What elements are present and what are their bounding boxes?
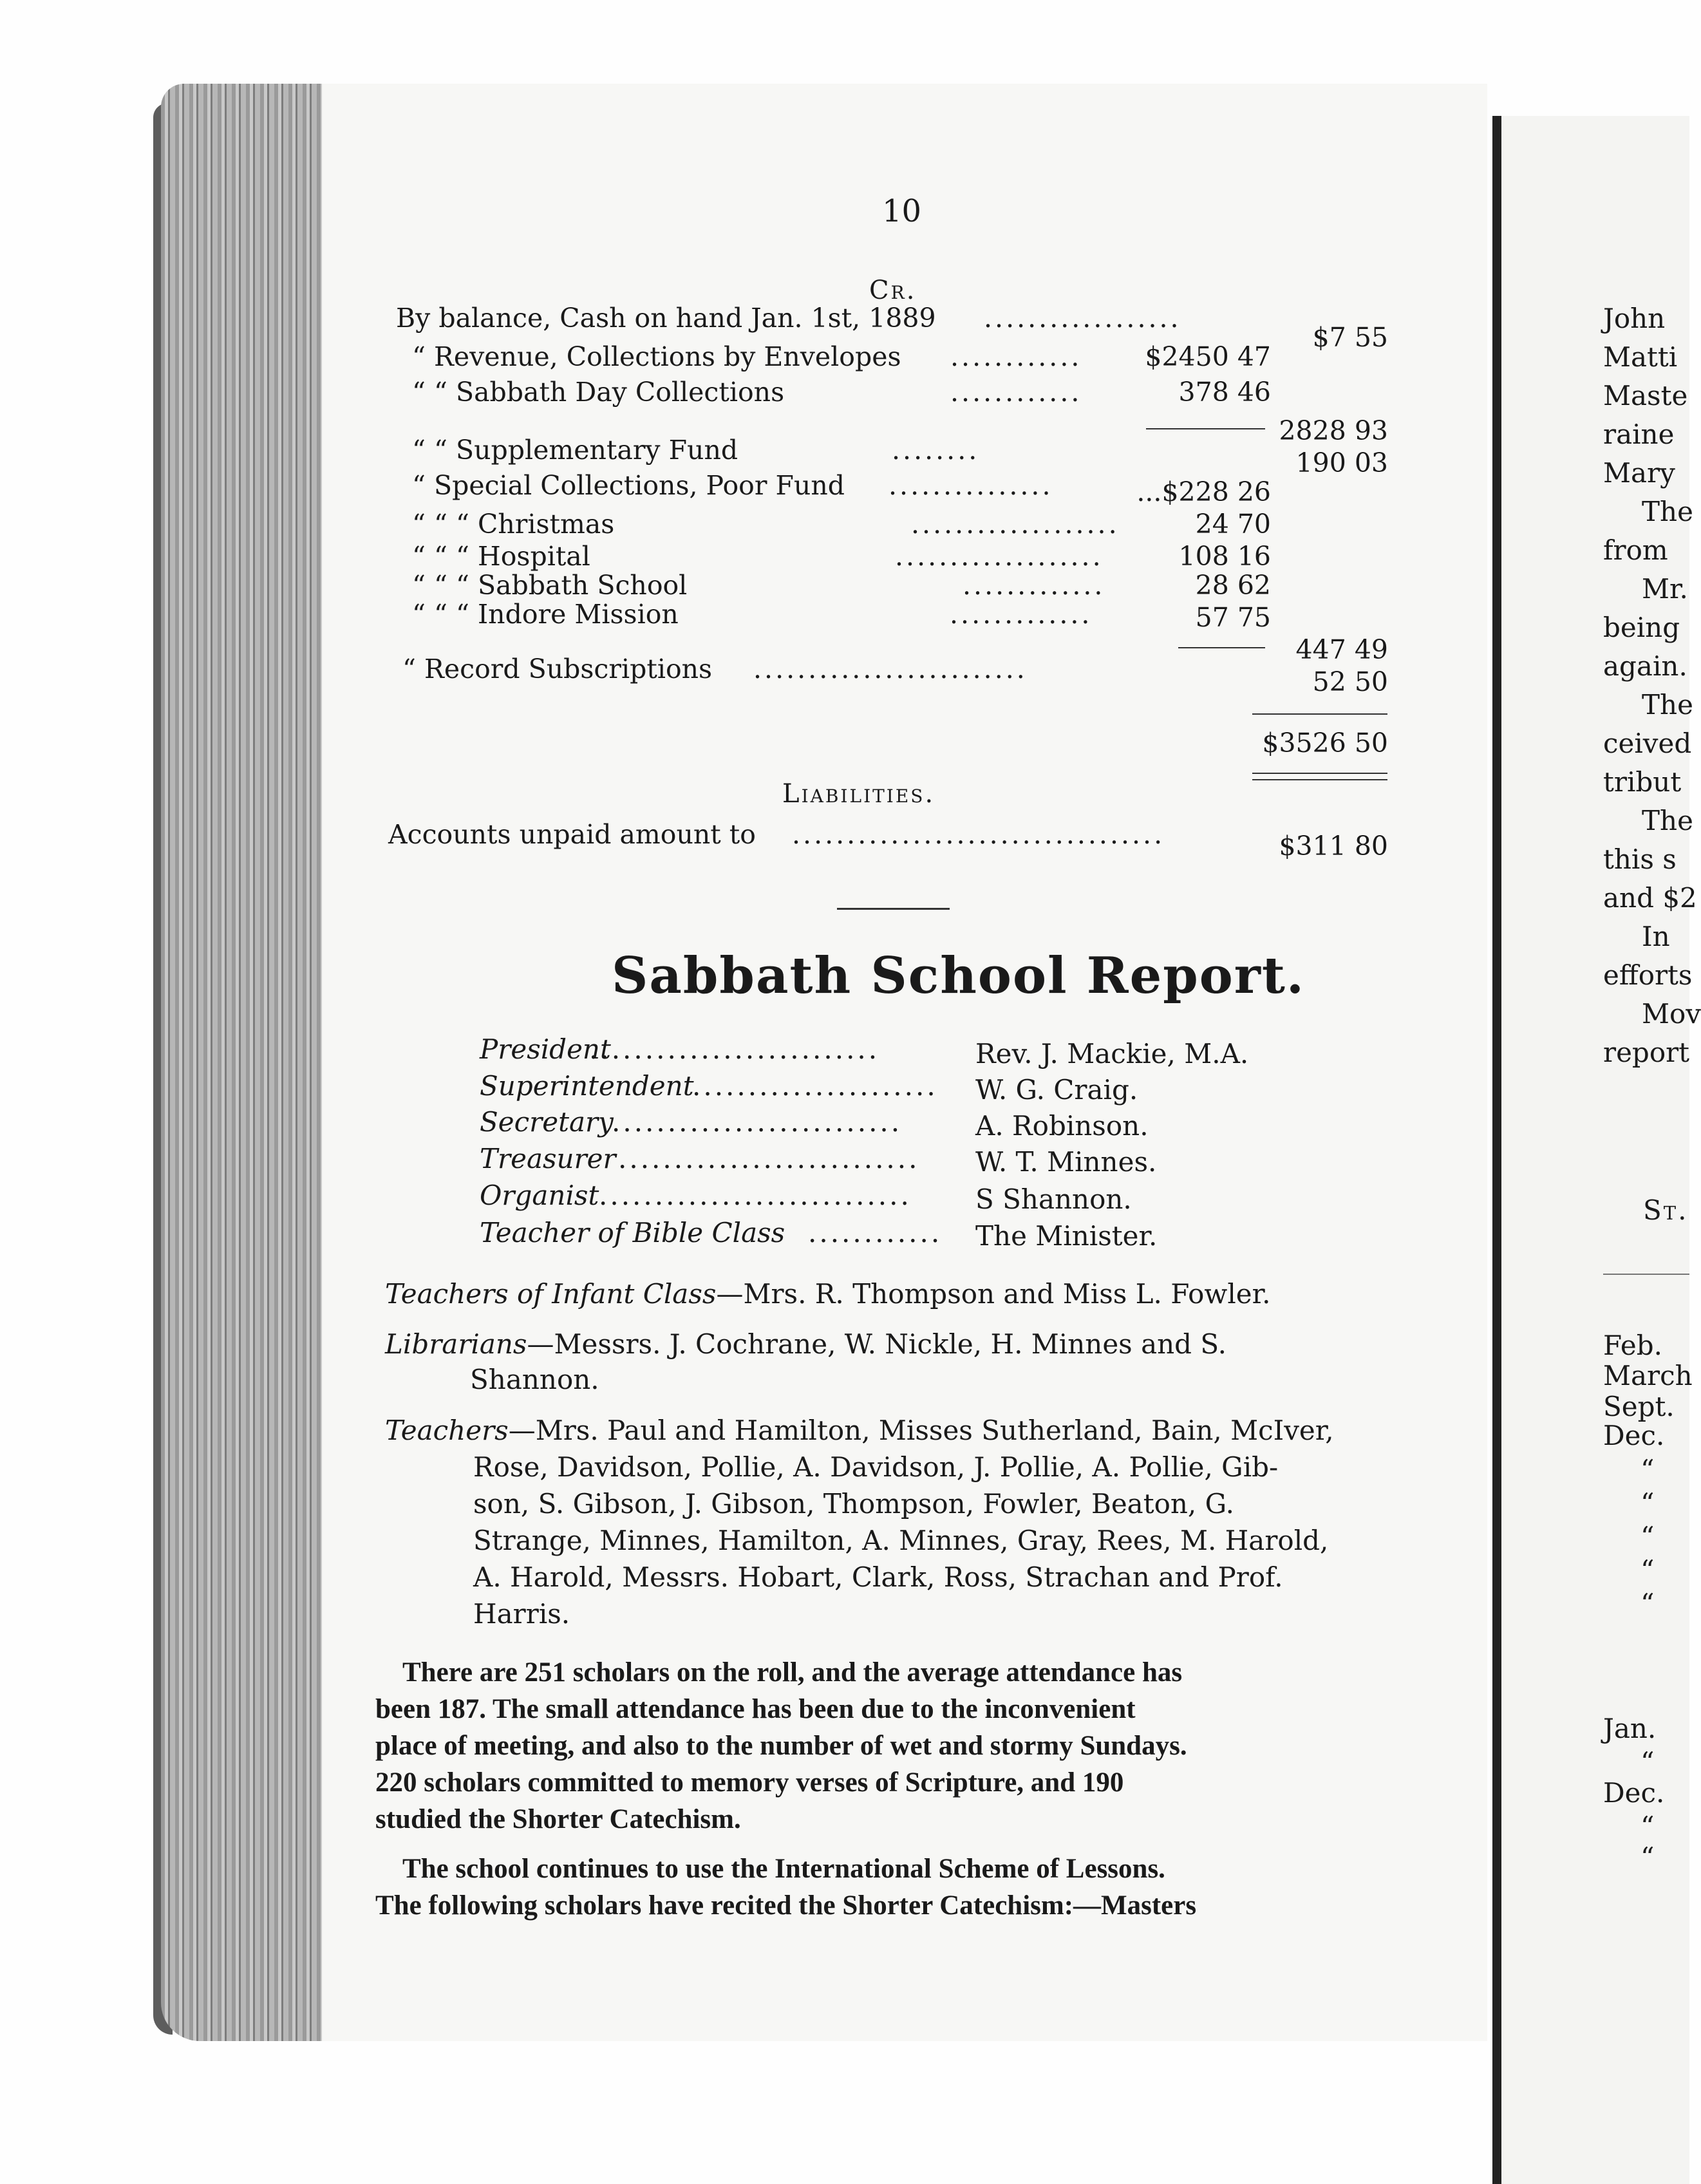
officer-dots: .......................... [612, 1106, 903, 1138]
right-page-line: “ [1640, 1487, 1655, 1519]
account-dots: ............ [950, 377, 1082, 408]
account-label: “ “ “ Sabbath School [412, 570, 688, 601]
account-dots: ............ [950, 341, 1082, 372]
account-label: “ “ “ Hospital [412, 541, 590, 572]
officer-name: W. G. Craig. [975, 1074, 1138, 1106]
account-dots: ................... [911, 509, 1120, 540]
officer-dots: ............ [808, 1217, 943, 1248]
account-col1: $2450 47 [1145, 341, 1271, 372]
right-page-line: “ [1640, 1454, 1655, 1485]
officer-role: Treasurer [480, 1143, 616, 1174]
right-page-line: raine [1603, 419, 1675, 450]
officer-dots: ............................ [599, 1180, 912, 1211]
teachers-line: son, S. Gibson, J. Gibson, Thompson, Fowler, Beaton, G. [473, 1488, 1235, 1520]
right-page-line: March [1603, 1360, 1693, 1391]
teachers-label: Teachers [385, 1415, 509, 1446]
officer-dots: .......................... [589, 1033, 880, 1065]
account-label: “ Record Subscriptions [402, 654, 713, 684]
account-dots: ............. [950, 599, 1093, 630]
right-page-line: Feb. [1603, 1330, 1662, 1361]
right-page-line: being [1603, 612, 1680, 643]
officer-name: A. Robinson. [975, 1110, 1149, 1142]
librarians-continued: Shannon. [470, 1364, 599, 1395]
paragraph-line: There are 251 scholars on the roll, and the average attendance has [402, 1657, 1183, 1688]
right-page-line: Jan. [1603, 1713, 1657, 1744]
right-page-rule [1603, 1274, 1689, 1275]
right-page-line: “ [1640, 1521, 1655, 1552]
total-double-rule [1252, 773, 1387, 774]
librarians-label: Librarians [385, 1328, 527, 1360]
account-dots: ........ [892, 435, 980, 466]
right-page-line: “ [1640, 1811, 1655, 1842]
right-page-line: again. [1603, 650, 1687, 682]
right-page-line: St. [1643, 1194, 1689, 1226]
officer-role: Superintendent [480, 1070, 694, 1102]
cr-heading: Cr. [869, 276, 917, 305]
subtotal-special: 447 49 [1295, 634, 1388, 665]
right-page-line: tribut [1603, 766, 1682, 798]
right-page-line: Mr. [1642, 573, 1688, 605]
right-page-line: The [1642, 496, 1693, 527]
teachers-line: A. Harold, Messrs. Hobart, Clark, Ross, Strachan and Prof. [473, 1561, 1283, 1593]
right-page-line: Matti [1603, 341, 1678, 373]
officer-name: W. T. Minnes. [975, 1146, 1157, 1178]
account-dots: ......................... [753, 654, 1028, 684]
account-dots: .................. [984, 303, 1181, 334]
right-page-line: efforts [1603, 959, 1693, 991]
right-page-line: “ [1640, 1746, 1655, 1778]
officer-name: Rev. J. Mackie, M.A. [975, 1038, 1249, 1069]
teachers-line: Rose, Davidson, Pollie, A. Davidson, J. Pollie, A. Pollie, Gib- [473, 1451, 1279, 1483]
sum-rule [1178, 647, 1265, 648]
officer-role: Teacher of Bible Class [480, 1217, 785, 1248]
officer-name: S Shannon. [975, 1183, 1132, 1215]
account-col1: 24 70 [1195, 509, 1271, 540]
account-label: “ “ “ Christmas [412, 509, 615, 540]
account-col1: 378 46 [1178, 377, 1271, 408]
liabilities-amount: $311 80 [1279, 831, 1388, 861]
teachers-line: Harris. [473, 1598, 570, 1630]
account-label: “ “ Sabbath Day Collections [412, 377, 785, 408]
right-page-line: The [1642, 805, 1693, 836]
paragraph-line: studied the Shorter Catechism. [375, 1804, 741, 1834]
right-page-line: Sept. [1603, 1391, 1675, 1422]
officer-dots: ...................... [692, 1070, 938, 1102]
right-page-line: In [1642, 921, 1670, 952]
account-col2: $7 55 [1312, 322, 1388, 353]
right-page-line: from [1603, 534, 1668, 566]
account-col1: ...$228 26 [1136, 476, 1271, 507]
account-label: “ “ Supplementary Fund [412, 435, 738, 466]
paragraph-line: place of meeting, and also to the number of wet and stormy Sundays. [375, 1731, 1187, 1761]
liabilities-heading: Liabilities. [782, 779, 935, 809]
account-label: By balance, Cash on hand Jan. 1st, 1889 [396, 303, 936, 334]
infant-class-text: —Mrs. R. Thompson and Miss L. Fowler. [716, 1278, 1271, 1310]
account-col1: 57 75 [1195, 602, 1271, 633]
officer-role: Secretary [480, 1106, 614, 1138]
account-col2: 52 50 [1312, 666, 1388, 697]
right-page-line: report [1603, 1037, 1690, 1068]
liabilities-line: Accounts unpaid amount to [388, 819, 756, 850]
right-page-line: Mov [1642, 998, 1701, 1030]
infant-class-line [385, 1278, 1270, 1310]
total-rule [1252, 713, 1387, 715]
right-page-line: Maste [1603, 380, 1688, 411]
paragraph-line: been 187. The small attendance has been due to the inconvenient [375, 1694, 1136, 1724]
officer-dots: ........................... [618, 1143, 920, 1174]
officer-role: President [480, 1033, 611, 1065]
teachers-line: Strange, Minnes, Hamilton, A. Minnes, Gray, Rees, M. Harold, [473, 1525, 1329, 1556]
right-page-line: “ [1640, 1588, 1655, 1619]
account-label: “ “ “ Indore Mission [412, 599, 679, 630]
book-gutter [1492, 116, 1501, 2184]
right-page-line: Mary [1603, 457, 1675, 489]
section-divider [837, 908, 950, 910]
right-page-line: and $2 [1603, 882, 1697, 914]
liabilities-dots: .................................. [792, 819, 1165, 850]
officer-role: Organist [480, 1180, 599, 1211]
teachers-text: —Mrs. Paul and Hamilton, Misses Sutherland, Bain, McIver, [508, 1415, 1334, 1446]
right-page-line: ceived [1603, 728, 1692, 759]
account-dots: ............... [888, 470, 1053, 501]
account-label: “ Revenue, Collections by Envelopes [412, 341, 901, 372]
right-page-line: Dec. [1603, 1777, 1665, 1809]
right-page-line: “ [1640, 1841, 1655, 1873]
account-col1: 28 62 [1195, 570, 1271, 601]
right-page-line: Dec. [1603, 1420, 1665, 1451]
account-dots: ............. [963, 570, 1105, 601]
account-col2: 190 03 [1295, 447, 1388, 478]
subtotal-revenue: 2828 93 [1279, 415, 1388, 446]
paragraph-line: The school continues to use the International Scheme of Lessons. [402, 1854, 1165, 1884]
right-page-line: this s [1603, 843, 1677, 875]
account-col1: 108 16 [1178, 541, 1271, 572]
right-page-line: “ [1640, 1554, 1655, 1586]
account-label: “ Special Collections, Poor Fund [412, 470, 845, 501]
right-page-line: John [1603, 303, 1666, 334]
librarians-line [385, 1328, 1226, 1360]
teachers-line [385, 1415, 1334, 1446]
librarians-text: —Messrs. J. Cochrane, W. Nickle, H. Minnes and S. [527, 1328, 1227, 1360]
page-number: 10 [882, 193, 922, 229]
total-double-rule [1252, 779, 1387, 780]
infant-class-label: Teachers of Infant Class [385, 1278, 717, 1310]
paragraph-line: The following scholars have recited the Shorter Catechism:—Masters [375, 1890, 1197, 1921]
book-page-edges [161, 84, 322, 2041]
account-dots: ................... [895, 541, 1104, 572]
right-page-line: The [1642, 689, 1693, 720]
paragraph-line: 220 scholars committed to memory verses of Scripture, and 190 [375, 1767, 1124, 1798]
grand-total: $3526 50 [1262, 728, 1388, 758]
officer-name: The Minister. [975, 1220, 1158, 1252]
sum-rule [1146, 428, 1265, 429]
report-title: Sabbath School Report. [612, 946, 1306, 1005]
